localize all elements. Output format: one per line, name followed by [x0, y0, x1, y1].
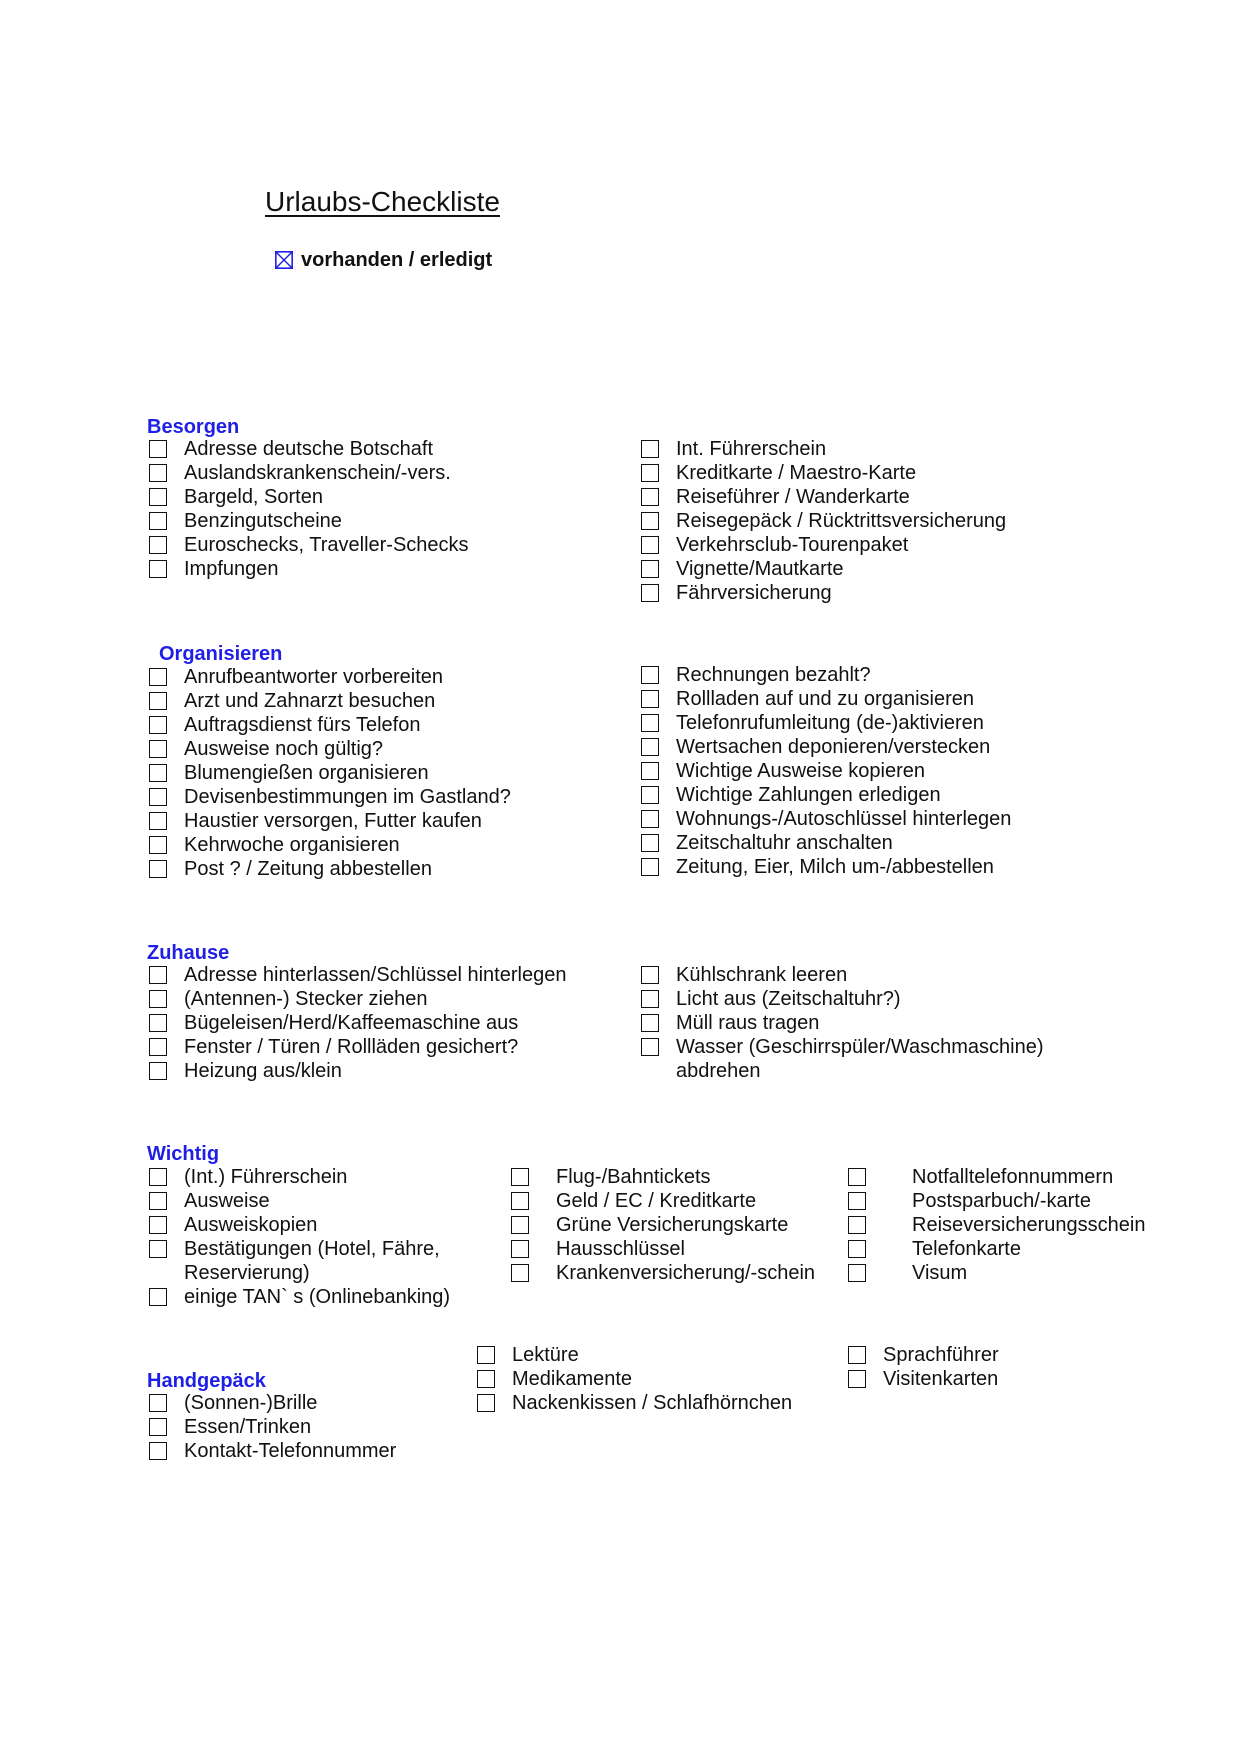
checklist-item	[149, 963, 566, 987]
checkbox[interactable]	[477, 1370, 495, 1388]
checklist-item-label: Kühlschrank leeren	[676, 963, 848, 986]
checklist-item	[641, 663, 1011, 687]
checklist-item-label: Sprachführer	[883, 1343, 999, 1366]
checklist-item-label: Post ? / Zeitung abbestellen	[184, 857, 432, 880]
checklist-item-label: Grüne Versicherungskarte	[556, 1213, 789, 1236]
checkbox[interactable]	[149, 1192, 167, 1210]
checklist-item-label: Wasser (Geschirrspüler/Waschmaschine)	[676, 1035, 1044, 1058]
checklist-item-label: Benzingutscheine	[184, 509, 342, 532]
checklist-item	[149, 1011, 566, 1035]
wichtig-col2-list	[511, 1165, 815, 1285]
checklist-item	[641, 485, 1006, 509]
checklist-item-label: Flug-/Bahntickets	[556, 1165, 711, 1188]
checklist-item-label: Rollladen auf und zu organisieren	[676, 687, 974, 710]
checkbox[interactable]	[511, 1168, 529, 1186]
checklist-item	[477, 1343, 792, 1367]
checklist-item-label: Lektüre	[512, 1343, 579, 1366]
checkbox[interactable]	[848, 1168, 866, 1186]
checklist-item	[641, 581, 1006, 605]
checklist-item-label: (Sonnen-)Brille	[184, 1391, 318, 1414]
checklist-item-label: Verkehrsclub-Tourenpaket	[676, 533, 909, 556]
checklist-item	[149, 665, 511, 689]
checkbox[interactable]	[641, 560, 659, 578]
checklist-item	[149, 1213, 450, 1237]
checklist-item-label: Notfalltelefonnummern	[912, 1165, 1114, 1188]
checklist-item-label: Fenster / Türen / Rollläden gesichert?	[184, 1035, 519, 1058]
legend	[275, 248, 492, 272]
checkbox[interactable]	[149, 512, 167, 530]
checkbox[interactable]	[641, 666, 659, 684]
checkbox[interactable]	[477, 1394, 495, 1412]
checklist-item	[149, 761, 511, 785]
checklist-item-label: Blumengießen organisieren	[184, 761, 429, 784]
checklist-item	[149, 689, 511, 713]
checklist-item	[149, 1189, 450, 1213]
checklist-item-label: Wichtige Ausweise kopieren	[676, 759, 926, 782]
checkbox[interactable]	[641, 1014, 659, 1032]
checklist-item	[149, 987, 566, 1011]
checkbox[interactable]	[641, 786, 659, 804]
checklist-item-label: Postsparbuch/-karte	[912, 1189, 1091, 1212]
checklist-item-label: (Antennen-) Stecker ziehen	[184, 987, 428, 1010]
checklist-item	[848, 1213, 1145, 1237]
checklist-item	[149, 557, 469, 581]
checklist-item-label: Zeitschaltuhr anschalten	[676, 831, 893, 854]
checkbox[interactable]	[641, 810, 659, 828]
checklist-item-label: Auslandskrankenschein/-vers.	[184, 461, 451, 484]
checklist-item	[149, 1165, 450, 1189]
checklist-item-label: Kreditkarte / Maestro-Karte	[676, 461, 917, 484]
checklist-item-label: Wertsachen deponieren/verstecken	[676, 735, 991, 758]
section-heading-wichtig: Wichtig	[147, 1143, 220, 1165]
handgepaeck-col3-list	[848, 1343, 999, 1391]
checklist-item	[641, 855, 1011, 879]
checklist-item	[149, 1391, 396, 1415]
checkbox[interactable]	[149, 1038, 167, 1056]
checkbox[interactable]	[149, 812, 167, 830]
checklist-item-label: Visitenkarten	[883, 1367, 999, 1390]
organisieren-left-list	[149, 665, 511, 881]
checklist-item-label: Müll raus tragen	[676, 1011, 820, 1034]
checklist-item	[149, 785, 511, 809]
checklist-item	[641, 735, 1011, 759]
checkbox[interactable]	[511, 1216, 529, 1234]
checklist-item-label: Ausweise	[184, 1189, 270, 1212]
section-heading-organisieren: Organisieren	[159, 643, 283, 665]
checkbox[interactable]	[848, 1370, 866, 1388]
checkbox[interactable]	[149, 716, 167, 734]
checkbox[interactable]	[149, 1288, 167, 1306]
checklist-item-label: Telefonrufumleitung (de-)aktivieren	[676, 711, 984, 734]
checklist-item	[641, 987, 1044, 1011]
checklist-item	[641, 533, 1006, 557]
checkbox[interactable]	[149, 788, 167, 806]
checkbox[interactable]	[149, 692, 167, 710]
checklist-item-label: (Int.) Führerschein	[184, 1165, 348, 1188]
checklist-item-label: Euroschecks, Traveller-Schecks	[184, 533, 469, 556]
checklist-item	[641, 687, 1011, 711]
checkbox[interactable]	[149, 1418, 167, 1436]
checklist-item-label: Kontakt-Telefonnummer	[184, 1439, 397, 1462]
checkbox[interactable]	[149, 990, 167, 1008]
checklist-item-label: Geld / EC / Kreditkarte	[556, 1189, 757, 1212]
checkbox[interactable]	[641, 858, 659, 876]
checklist-item-label: Devisenbestimmungen im Gastland?	[184, 785, 511, 808]
checklist-item-label: Zeitung, Eier, Milch um-/abbestellen	[676, 855, 994, 878]
checkbox[interactable]	[149, 1014, 167, 1032]
checklist-item-label: Impfungen	[184, 557, 279, 580]
checkbox[interactable]	[848, 1216, 866, 1234]
checklist-item-label: Reisegepäck / Rücktrittsversicherung	[676, 509, 1007, 532]
section-heading-handgepaeck: Handgepäck	[147, 1370, 266, 1392]
checkbox[interactable]	[641, 464, 659, 482]
checklist-item-label: Anrufbeantworter vorbereiten	[184, 665, 444, 688]
checkbox[interactable]	[149, 1240, 167, 1258]
checklist-item	[149, 461, 469, 485]
checkbox[interactable]	[149, 966, 167, 984]
besorgen-right-list	[641, 437, 1006, 605]
zuhause-right-list	[641, 963, 1044, 1083]
checklist-item	[149, 809, 511, 833]
wichtig-col1-list	[149, 1165, 450, 1309]
checklist-item-label: Heizung aus/klein	[184, 1059, 342, 1082]
checklist-item-label: Kehrwoche organisieren	[184, 833, 400, 856]
page-title: Urlaubs-Checkliste	[265, 186, 500, 217]
checklist-item	[641, 1011, 1044, 1035]
handgepaeck-col1-list	[149, 1391, 396, 1463]
checkbox[interactable]	[848, 1346, 866, 1364]
checklist-item-label: Auftragsdienst fürs Telefon	[184, 713, 421, 736]
checklist-item-label: Krankenversicherung/-schein	[556, 1261, 816, 1284]
checkbox[interactable]	[641, 738, 659, 756]
checkbox[interactable]	[641, 990, 659, 1008]
checkbox[interactable]	[641, 834, 659, 852]
checkbox[interactable]	[149, 1216, 167, 1234]
checklist-item	[848, 1237, 1145, 1261]
checkbox[interactable]	[149, 1442, 167, 1460]
checklist-item-label: Haustier versorgen, Futter kaufen	[184, 809, 482, 832]
checkbox[interactable]	[848, 1192, 866, 1210]
checklist-item-label: Vignette/Mautkarte	[676, 557, 844, 580]
handgepaeck-col2-list	[477, 1343, 792, 1415]
section-heading-besorgen: Besorgen	[147, 416, 240, 438]
checklist-item	[149, 533, 469, 557]
checklist-item	[511, 1213, 815, 1237]
checklist-item-label: Hausschlüssel	[556, 1237, 685, 1260]
checklist-item	[149, 857, 511, 881]
checklist-item	[641, 831, 1011, 855]
checklist-item	[641, 509, 1006, 533]
checkbox[interactable]	[641, 690, 659, 708]
checklist-item	[149, 1415, 396, 1439]
besorgen-left-list	[149, 437, 469, 581]
checklist-item-label: Licht aus (Zeitschaltuhr?)	[676, 987, 901, 1010]
zuhause-left-list	[149, 963, 566, 1083]
checkbox[interactable]	[641, 966, 659, 984]
checklist-item-label: Telefonkarte	[912, 1237, 1021, 1260]
checkbox[interactable]	[149, 536, 167, 554]
checklist-item-label: Rechnungen bezahlt?	[676, 663, 871, 686]
checklist-item-label: Medikamente	[512, 1367, 633, 1390]
checkbox[interactable]	[641, 1038, 659, 1056]
checkbox[interactable]	[641, 536, 659, 554]
checklist-item-label: Bügeleisen/Herd/Kaffeemaschine aus	[184, 1011, 519, 1034]
checklist-item	[848, 1261, 1145, 1285]
checkbox[interactable]	[149, 488, 167, 506]
checklist-item	[641, 557, 1006, 581]
checklist-item	[641, 963, 1044, 987]
checklist-item	[641, 461, 1006, 485]
checkbox[interactable]	[477, 1346, 495, 1364]
checklist-item	[511, 1165, 815, 1189]
checklist-item	[511, 1189, 815, 1213]
checklist-item-label: Adresse hinterlassen/Schlüssel hinterlegen	[184, 963, 567, 986]
section-heading-zuhause: Zuhause	[147, 942, 230, 964]
checklist-item	[641, 437, 1006, 461]
checklist-item	[641, 783, 1011, 807]
checklist-item-label: Nackenkissen / Schlafhörnchen	[512, 1391, 793, 1414]
checklist-item	[149, 509, 469, 533]
checklist-item-label: einige TAN` s (Onlinebanking)	[184, 1285, 451, 1308]
checklist-item	[641, 1035, 1044, 1059]
checked-box-icon	[275, 251, 293, 269]
checkbox[interactable]	[641, 488, 659, 506]
checkbox[interactable]	[149, 836, 167, 854]
checkbox[interactable]	[149, 1168, 167, 1186]
checklist-item	[641, 759, 1011, 783]
checklist-item-label: Ausweiskopien	[184, 1213, 318, 1236]
checklist-item	[149, 833, 511, 857]
checklist-item-label: Wohnungs-/Autoschlüssel hinterlegen	[676, 807, 1012, 830]
checkbox[interactable]	[149, 440, 167, 458]
checklist-item	[641, 807, 1011, 831]
checklist-item	[149, 737, 511, 761]
wichtig-col3-list	[848, 1165, 1145, 1285]
checklist-item-label: Int. Führerschein	[676, 437, 827, 460]
checklist-item-label: Wichtige Zahlungen erledigen	[676, 783, 941, 806]
item-continuation: Reservierung)	[184, 1261, 310, 1284]
checkbox[interactable]	[641, 714, 659, 732]
checkbox[interactable]	[641, 584, 659, 602]
checklist-item	[149, 485, 469, 509]
checklist-item-label: Bestätigungen (Hotel, Fähre,	[184, 1237, 440, 1260]
legend-text: vorhanden / erledigt	[301, 248, 493, 271]
checklist-item-label: Reiseversicherungsschein	[912, 1213, 1146, 1236]
checkbox[interactable]	[511, 1192, 529, 1210]
checklist-item-label: Visum	[912, 1261, 968, 1284]
checklist-item-label: Adresse deutsche Botschaft	[184, 437, 434, 460]
checklist-item	[477, 1391, 792, 1415]
checkbox[interactable]	[149, 1062, 167, 1080]
checklist-item	[848, 1367, 999, 1391]
checklist-item-label: Ausweise noch gültig?	[184, 737, 384, 760]
checkbox[interactable]	[848, 1264, 866, 1282]
checklist-item	[848, 1343, 999, 1367]
checklist-item	[149, 1035, 566, 1059]
checklist-item-label: Arzt und Zahnarzt besuchen	[184, 689, 436, 712]
checklist-item	[149, 1237, 450, 1261]
checkbox[interactable]	[149, 740, 167, 758]
checkbox[interactable]	[149, 764, 167, 782]
checkbox[interactable]	[641, 512, 659, 530]
checklist-item-label: Bargeld, Sorten	[184, 485, 323, 508]
checkbox[interactable]	[641, 762, 659, 780]
checkbox[interactable]	[149, 560, 167, 578]
checkbox[interactable]	[641, 440, 659, 458]
checklist-item	[149, 713, 511, 737]
checklist-item-label: Reiseführer / Wanderkarte	[676, 485, 910, 508]
checklist-item	[149, 1285, 450, 1309]
checkbox[interactable]	[848, 1240, 866, 1258]
checklist-item-label: Essen/Trinken	[184, 1415, 312, 1438]
checklist-item	[149, 1439, 396, 1463]
checklist-item-label: Fährversicherung	[676, 581, 832, 604]
checklist-item	[511, 1261, 815, 1285]
checkbox[interactable]	[511, 1240, 529, 1258]
checklist-item	[477, 1367, 792, 1391]
checklist-item	[848, 1165, 1145, 1189]
checkbox[interactable]	[149, 668, 167, 686]
checkbox[interactable]	[149, 464, 167, 482]
checklist-item	[149, 437, 469, 461]
checklist-item	[511, 1237, 815, 1261]
checkbox[interactable]	[149, 860, 167, 878]
organisieren-right-list	[641, 663, 1011, 879]
checkbox[interactable]	[149, 1394, 167, 1412]
checkbox[interactable]	[511, 1264, 529, 1282]
checklist-item	[641, 711, 1011, 735]
item-continuation: abdrehen	[676, 1059, 761, 1082]
checklist-item	[848, 1189, 1145, 1213]
checklist-item	[149, 1059, 566, 1083]
